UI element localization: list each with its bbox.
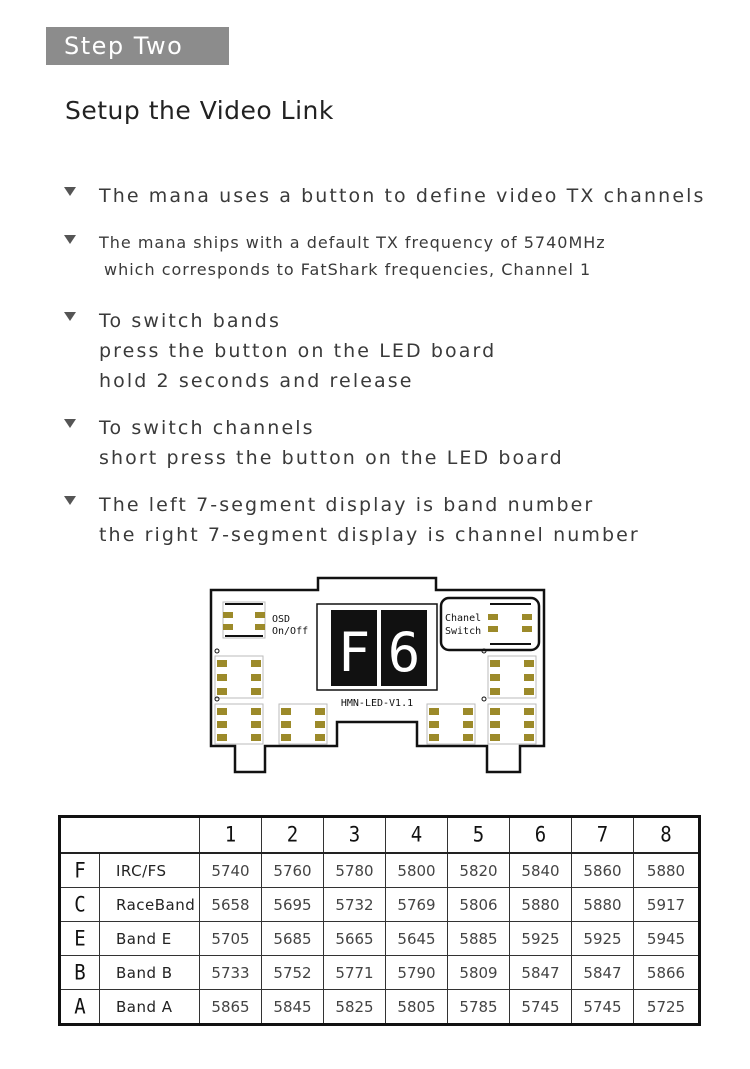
frequency-cell: 5945 <box>634 922 700 956</box>
channel-header: 2 <box>262 817 324 854</box>
frequency-cell: 5645 <box>386 922 448 956</box>
band-digit: F <box>337 621 371 684</box>
led-board-diagram <box>205 574 550 778</box>
bullet-line: The left 7-segment display is band number <box>99 494 595 516</box>
frequency-cell: 5785 <box>448 990 510 1025</box>
frequency-cell: 5705 <box>200 922 262 956</box>
switch-label: Switch <box>445 626 482 637</box>
table-row <box>60 956 700 990</box>
triangle-bullet-icon <box>64 496 76 505</box>
header-blank-cell <box>60 817 200 854</box>
band-name: RaceBand <box>100 888 200 922</box>
bullet-line: The mana ships with a default TX frequency of 5740MHz <box>99 233 606 252</box>
bullet-line: press the button on the LED board <box>99 340 497 362</box>
frequency-cell: 5769 <box>386 888 448 922</box>
frequency-cell: 5865 <box>200 990 262 1025</box>
frequency-cell: 5790 <box>386 956 448 990</box>
frequency-cell: 5780 <box>324 853 386 888</box>
bullet-line: To switch bands <box>99 310 281 332</box>
frequency-cell: 5847 <box>510 956 572 990</box>
switch-label: Chanel <box>445 613 482 624</box>
frequency-cell: 5825 <box>324 990 386 1025</box>
bullet-line: the right 7-segment display is channel number <box>99 524 640 546</box>
table-row <box>60 853 700 888</box>
frequency-cell: 5925 <box>572 922 634 956</box>
frequency-cell: 5685 <box>262 922 324 956</box>
band-name: IRC/FS <box>100 853 200 888</box>
frequency-cell: 5847 <box>572 956 634 990</box>
frequency-cell: 5845 <box>262 990 324 1025</box>
frequency-cell: 5771 <box>324 956 386 990</box>
frequency-cell: 5917 <box>634 888 700 922</box>
frequency-cell: 5658 <box>200 888 262 922</box>
frequency-cell: 5745 <box>510 990 572 1025</box>
channel-header: 3 <box>324 817 386 854</box>
band-letter: F <box>60 853 100 888</box>
channel-header: 4 <box>386 817 448 854</box>
bullet-line: To switch channels <box>99 417 315 439</box>
frequency-cell: 5820 <box>448 853 510 888</box>
frequency-cell: 5860 <box>572 853 634 888</box>
frequency-cell: 5866 <box>634 956 700 990</box>
band-name: Band B <box>100 956 200 990</box>
bullet-line: which corresponds to FatShark frequencies, Channel 1 <box>104 260 592 279</box>
frequency-cell: 5925 <box>510 922 572 956</box>
band-letter: A <box>60 990 100 1025</box>
frequency-cell: 5806 <box>448 888 510 922</box>
triangle-bullet-icon <box>64 187 76 196</box>
frequency-cell: 5732 <box>324 888 386 922</box>
frequency-cell: 5752 <box>262 956 324 990</box>
frequency-cell: 5745 <box>572 990 634 1025</box>
frequency-cell: 5665 <box>324 922 386 956</box>
frequency-cell: 5760 <box>262 853 324 888</box>
frequency-cell: 5695 <box>262 888 324 922</box>
frequency-cell: 5740 <box>200 853 262 888</box>
bullet-line: The mana uses a button to define video TX channels <box>99 185 706 207</box>
frequency-cell: 5880 <box>510 888 572 922</box>
frequency-cell: 5725 <box>634 990 700 1025</box>
frequency-cell: 5880 <box>634 853 700 888</box>
channel-header: 5 <box>448 817 510 854</box>
channel-header: 6 <box>510 817 572 854</box>
step-label: Step Two <box>46 27 229 65</box>
osd-label: OSD <box>272 614 291 625</box>
frequency-table <box>58 815 701 1026</box>
frequency-cell: 5733 <box>200 956 262 990</box>
band-letter: C <box>60 888 100 922</box>
channel-header: 1 <box>200 817 262 854</box>
channel-header: 8 <box>634 817 700 854</box>
table-row <box>60 990 700 1025</box>
table-row <box>60 922 700 956</box>
frequency-cell: 5880 <box>572 888 634 922</box>
table-row <box>60 888 700 922</box>
triangle-bullet-icon <box>64 235 76 244</box>
frequency-cell: 5885 <box>448 922 510 956</box>
osd-label: On/Off <box>272 626 309 637</box>
frequency-cell: 5800 <box>386 853 448 888</box>
channel-header: 7 <box>572 817 634 854</box>
triangle-bullet-icon <box>64 312 76 321</box>
frequency-cell: 5805 <box>386 990 448 1025</box>
frequency-cell: 5840 <box>510 853 572 888</box>
bullet-line: hold 2 seconds and release <box>99 370 414 392</box>
band-name: Band A <box>100 990 200 1025</box>
table-header-row <box>60 817 700 854</box>
band-letter: E <box>60 922 100 956</box>
page-title: Setup the Video Link <box>65 96 334 125</box>
bullet-line: short press the button on the LED board <box>99 447 564 469</box>
band-letter: B <box>60 956 100 990</box>
board-model-label: HMN-LED-V1.1 <box>340 698 414 709</box>
frequency-cell: 5809 <box>448 956 510 990</box>
channel-digit: 6 <box>387 621 421 684</box>
band-name: Band E <box>100 922 200 956</box>
triangle-bullet-icon <box>64 419 76 428</box>
